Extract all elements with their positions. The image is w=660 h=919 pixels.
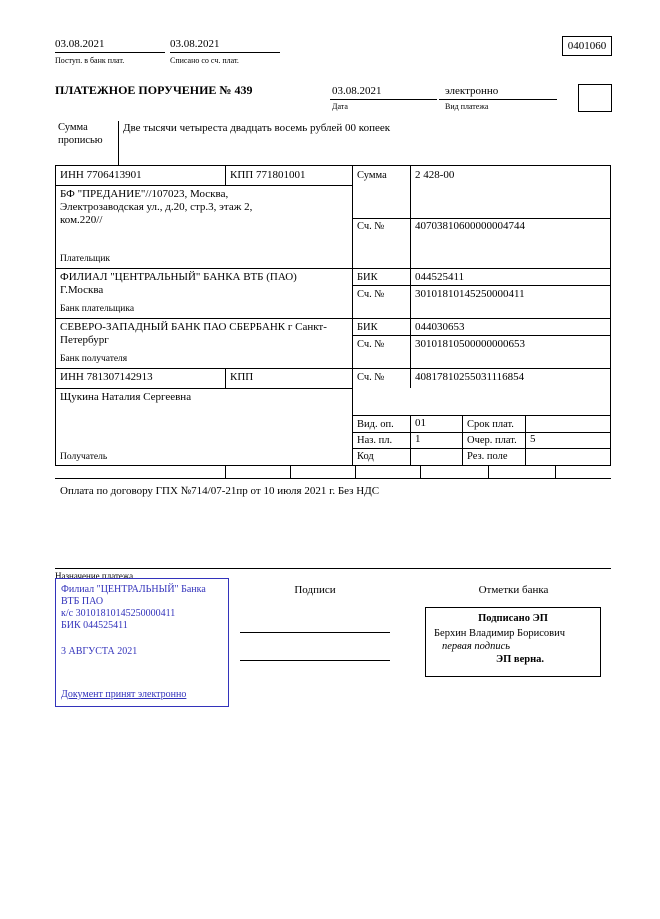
divider <box>55 568 611 569</box>
stamp-date: 3 АВГУСТА 2021 <box>61 646 138 657</box>
table-border <box>225 165 226 185</box>
tick <box>488 465 489 478</box>
table-border <box>352 415 610 416</box>
amount-words-value: Две тысячи четыреста двадцать восемь рублей 00 копеек <box>123 122 391 134</box>
payee-account: 40817810255031116854 <box>415 371 525 383</box>
signature-line <box>240 632 390 633</box>
table-border <box>55 368 611 369</box>
payer-bank-bik-label: БИК <box>357 272 378 283</box>
payer-section-label: Плательщик <box>60 254 111 264</box>
table-border <box>55 268 611 269</box>
payment-purpose-label: Назначение платежа <box>55 571 134 581</box>
payment-purpose: Оплата по договору ГПХ №714/07-21пр от 10 июля 2021 г. Без НДС <box>60 485 380 497</box>
table-border <box>525 415 526 465</box>
tick <box>420 465 421 478</box>
table-border <box>55 185 353 186</box>
header-date: 03.08.2021 <box>332 85 382 97</box>
payee-bank-account: 30101810500000000653 <box>415 338 525 350</box>
bank-stamp <box>55 578 229 707</box>
vid-op-value: 01 <box>415 417 426 429</box>
payee-name: Щукина Наталия Сергеевна <box>60 391 192 403</box>
table-border <box>55 388 353 389</box>
amount-words-label: Сумма прописью <box>58 122 103 146</box>
table-border <box>55 478 611 479</box>
payee-bank-section-label: Банк получателя <box>60 354 128 364</box>
divider <box>439 99 557 100</box>
table-border <box>55 465 611 466</box>
naz-pl-value: 1 <box>415 433 421 445</box>
stamp-accepted-note: Документ принят электронно <box>61 689 187 700</box>
payer-account: 40703810600000004744 <box>415 220 525 232</box>
amount-value: 2 428-00 <box>415 169 455 181</box>
payer-bank-section-label: Банк плательщика <box>60 304 135 314</box>
divider <box>330 99 437 100</box>
payer-inn: ИНН 7706413901 <box>60 169 142 181</box>
stamp-corr-account: к/с 30101810145250000411 <box>61 608 176 619</box>
signer-name: Берхин Владимир Борисович <box>434 628 565 639</box>
payer-kpp: КПП 771801001 <box>230 169 306 181</box>
table-border <box>352 448 610 449</box>
payer-account-label: Сч. № <box>357 221 385 232</box>
received-date-label: Поступ. в банк плат. <box>55 56 125 65</box>
vid-op-label: Вид. оп. <box>357 419 394 430</box>
signatures-label: Подписи <box>294 584 336 596</box>
payer-bank-bik: 044525411 <box>415 271 465 283</box>
rez-pole-label: Рез. поле <box>467 451 508 462</box>
signature-stamp-box <box>425 607 601 677</box>
payee-account-label: Сч. № <box>357 372 385 383</box>
payer-bank-name: ФИЛИАЛ "ЦЕНТРАЛЬНЫЙ" БАНКА ВТБ (ПАО) Г.Москва <box>60 271 297 296</box>
table-border <box>610 165 611 466</box>
stamp-bank-name-line1: Филиал "ЦЕНТРАЛЬНЫЙ" Банка <box>61 584 206 595</box>
form-code: 0401060 <box>567 40 607 52</box>
signature-kind: первая подпись <box>442 641 511 652</box>
ocher-plat-label: Очер. плат. <box>467 435 517 446</box>
table-border <box>352 218 610 219</box>
table-border <box>410 415 411 465</box>
table-border <box>352 335 610 336</box>
divider <box>118 121 119 165</box>
payee-section-label: Получатель <box>60 452 108 462</box>
tick <box>225 465 226 478</box>
debited-date-label: Списано со сч. плат. <box>170 56 239 65</box>
table-border <box>55 165 611 166</box>
payee-bank-name: СЕВЕРО-ЗАПАДНЫЙ БАНК ПАО СБЕРБАНК г Санкт-Петербург <box>60 321 327 346</box>
document-title: ПЛАТЕЖНОЕ ПОРУЧЕНИЕ № 439 <box>55 83 253 97</box>
payee-bank-bik: 044030653 <box>415 321 465 333</box>
tick <box>555 465 556 478</box>
payer-bank-account: 30101810145250000411 <box>415 288 525 300</box>
table-border <box>352 285 610 286</box>
naz-pl-label: Наз. пл. <box>357 435 393 446</box>
payment-kind-label: Вид платежа <box>445 102 489 111</box>
tick <box>290 465 291 478</box>
stamp-bik: БИК 044525411 <box>61 620 128 631</box>
payee-inn: ИНН 781307142913 <box>60 371 153 383</box>
received-date: 03.08.2021 <box>55 38 105 50</box>
header-date-label: Дата <box>332 102 348 111</box>
tick <box>355 465 356 478</box>
signed-ep-title: Подписано ЭП <box>478 613 548 624</box>
amount-label: Сумма <box>357 170 387 181</box>
table-border <box>462 415 463 465</box>
payee-kpp-label: КПП <box>230 371 254 383</box>
table-border <box>225 368 226 388</box>
payer-bank-account-label: Сч. № <box>357 289 385 300</box>
divider <box>55 52 165 53</box>
table-border <box>352 432 610 433</box>
debited-date: 03.08.2021 <box>170 38 220 50</box>
stamp-bank-name-line2: ВТБ ПАО <box>61 596 104 607</box>
kod-label: Код <box>357 451 374 462</box>
table-border <box>352 165 353 466</box>
bank-marks-label: Отметки банка <box>478 584 549 596</box>
form-code-box <box>562 36 612 56</box>
ocher-plat-value: 5 <box>530 433 536 445</box>
payee-bank-account-label: Сч. № <box>357 339 385 350</box>
signature-line <box>240 660 390 661</box>
divider <box>170 52 280 53</box>
ep-verified: ЭП верна. <box>496 654 545 665</box>
payment-kind: электронно <box>445 85 499 97</box>
payee-bank-bik-label: БИК <box>357 322 378 333</box>
table-border <box>55 165 56 466</box>
payer-name: БФ "ПРЕДАНИЕ"//107023, Москва, Электрозаводская ул., д.20, стр.3, этаж 2, ком.220// <box>60 188 253 226</box>
table-border <box>410 165 411 388</box>
status-box <box>578 84 612 112</box>
srok-plat-label: Срок плат. <box>467 419 514 430</box>
table-border <box>55 318 611 319</box>
